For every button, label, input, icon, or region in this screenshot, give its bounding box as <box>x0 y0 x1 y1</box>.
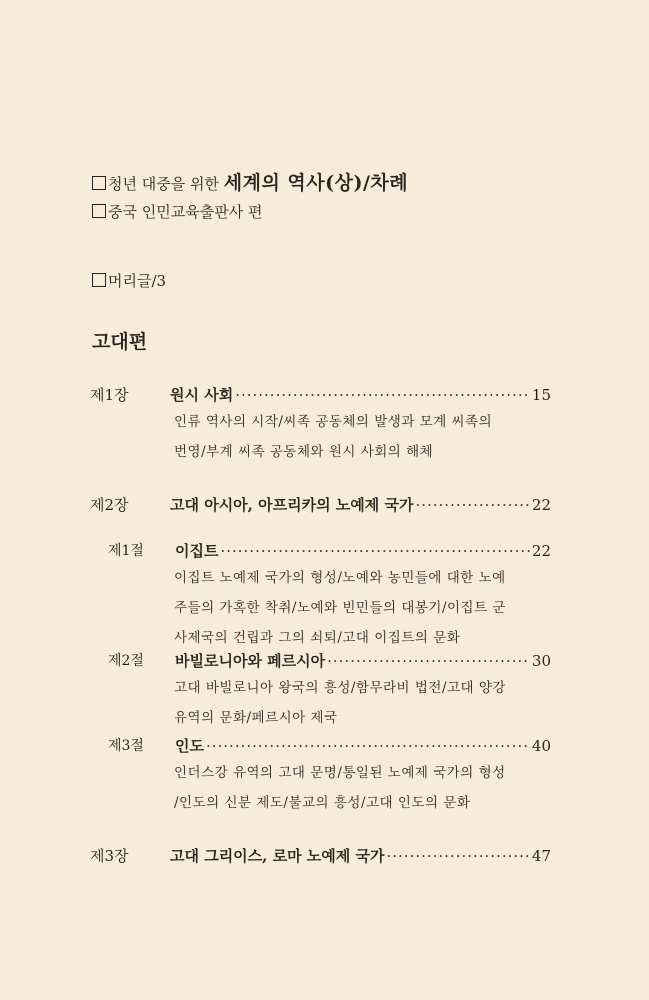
section-description <box>174 673 554 733</box>
page-number: 22 <box>531 496 551 514</box>
chapter-label: 제3장 <box>90 847 129 865</box>
section-entry <box>0 540 649 562</box>
description-line: 인류 역사의 시작/씨족 공동체의 발생과 모계 씨족의 <box>174 414 493 430</box>
book-title: 세계의 역사(상)/차례 <box>223 172 409 194</box>
chapter-title-row <box>170 845 551 866</box>
chapter-entry <box>0 494 649 516</box>
chapter-entry <box>0 845 649 867</box>
square-bullet-icon <box>92 273 106 287</box>
leader-dots <box>415 496 529 514</box>
chapter-label: 제1장 <box>90 386 129 404</box>
section-entry <box>0 735 649 757</box>
description-line: 사제국의 건립과 그의 쇠퇴/고대 이집트의 문화 <box>174 630 461 646</box>
description-line: 유역의 문화/페르시아 제국 <box>174 710 338 726</box>
preface-label: 머리글/3 <box>108 272 167 290</box>
section-label: 제1절 <box>108 543 144 559</box>
description-line: 이집트 노예제 국가의 형성/노예와 농민들에 대한 노예 <box>174 570 506 586</box>
description-line: 인더스강 유역의 고대 문명/통일된 노예제 국가의 형성 <box>174 765 506 781</box>
chapter-title: 원시 사회 <box>170 386 234 404</box>
book-title-line <box>92 168 408 195</box>
description-line: 번영/부계 씨족 공동체와 원시 사회의 해체 <box>174 444 434 460</box>
square-bullet-icon <box>92 204 106 218</box>
leader-dots <box>206 737 530 755</box>
publisher: 중국 인민교육출판사 편 <box>108 203 263 221</box>
chapter-title-row <box>170 384 551 405</box>
chapter-entry <box>0 384 649 406</box>
section-title-row <box>175 650 551 671</box>
preface-entry <box>92 270 166 291</box>
leader-dots <box>220 542 529 560</box>
page-number: 40 <box>531 737 551 755</box>
section-title: 인도 <box>175 737 204 755</box>
leader-dots <box>235 386 530 404</box>
description-line: 고대 바빌로니아 왕국의 흥성/함무라비 법전/고대 양강 <box>174 680 506 696</box>
section-label: 제2절 <box>108 653 144 669</box>
chapter-description <box>174 407 554 467</box>
publisher-line <box>92 201 262 222</box>
section-title: 바빌로니아와 페르시아 <box>175 652 326 670</box>
description-line: 주들의 가혹한 착취/노예와 빈민들의 대봉기/이집트 군 <box>174 600 506 616</box>
chapter-label: 제2장 <box>90 496 129 514</box>
section-description <box>174 563 554 653</box>
leader-dots <box>386 847 529 865</box>
chapter-title: 고대 아시아, 아프리카의 노예제 국가 <box>170 496 414 514</box>
section-description <box>174 758 554 818</box>
page-number: 22 <box>531 542 551 560</box>
part-title: 고대편 <box>92 331 148 353</box>
section-title-row <box>175 735 551 756</box>
leader-dots <box>327 652 530 670</box>
chapter-title-row <box>170 494 551 515</box>
page-number: 47 <box>531 847 551 865</box>
section-entry <box>0 650 649 672</box>
section-title-row <box>175 540 551 561</box>
chapter-title: 고대 그리이스, 로마 노예제 국가 <box>170 847 385 865</box>
page-number: 15 <box>531 386 551 404</box>
section-title: 이집트 <box>175 542 219 560</box>
page-number: 30 <box>531 652 551 670</box>
square-bullet-icon <box>92 176 106 190</box>
title-prefix: 청년 대중을 위한 <box>108 175 219 193</box>
section-label: 제3절 <box>108 738 144 754</box>
description-line: /인도의 신분 제도/불교의 흥성/고대 인도의 문화 <box>174 795 471 811</box>
